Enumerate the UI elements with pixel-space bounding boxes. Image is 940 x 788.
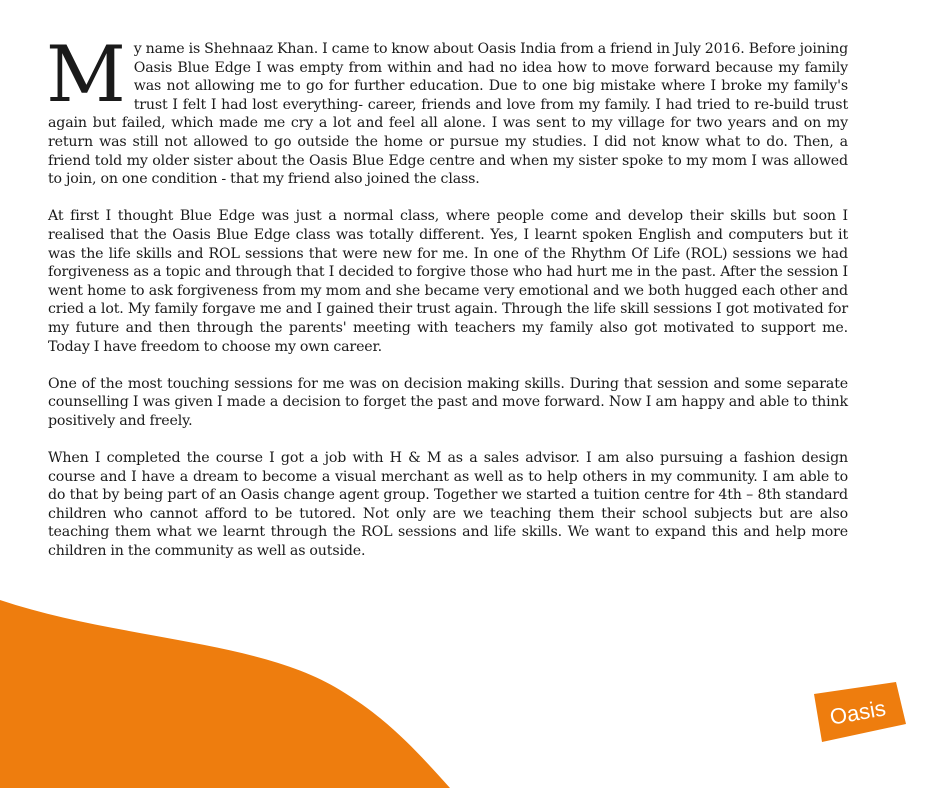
drop-cap-letter: M — [46, 30, 126, 120]
oasis-logo-badge — [800, 680, 910, 746]
story-text — [46, 30, 848, 579]
story-paragraph-3: One of the most touching sessions for me was on decision making skills. During that session and some separate counselling I was given I made a decision to forget the past and move forward. Now I am happy and able to think positively and freely. — [48, 375, 848, 429]
story-paragraph-4: When I completed the course I got a job with H & M as a sales advisor. I am also pursuing a fashion design course and I have a dream to become a visual merchant as well as to help others in my community. I am able to do that by being part of an Oasis change agent group. Together we started a tuition centre for 4th – 8th standard children who cannot afford to be tutored. Not only are we teaching them their school subjects but are also teaching them what we learnt through the ROL sessions and life skills. We want to expand this and help more children in the community as well as outside. — [48, 450, 848, 560]
oasis-logo-text: Oasis — [827, 695, 888, 730]
story-paragraph-2: At first I thought Blue Edge was just a normal class, where people come and develop their skills but soon I realised that the Oasis Blue Edge class was totally different. Yes, I learnt spoken English and computers but it was the life skills and ROL sessions that were new for me. In one of the Rhythm Of Life (ROL) sessions we had forgiveness as a topic and through that I decided to forgive those who had hurt me in the past. After the session I went home to ask forgiveness from my mom and she became very emotional and we both hugged each other and cried a lot. My family forgave me and I gained their trust again. Through the life skill sessions I got motivated for my future and then through the parents' meeting with teachers my family also got motivated to support me. Today I have freedom to choose my own career. — [48, 208, 848, 355]
story-paragraph-1 — [46, 30, 848, 189]
oasis-logo — [800, 680, 910, 746]
story-paragraph-1-text: y name is Shehnaaz Khan. I came to know about Oasis India from a friend in July 2016. Before joining Oasis Blue Edge I was empty from within and had no idea how to move forward because my family was not allowing me to go for further education. Due to one big mistake where I broke my family's trust I felt I had lost everything- career, friends and love from my family. I had tried to re-build trust again but failed, which made me cry a lot and feel all alone. I was sent to my village for two years and on my return was still not allowed to go outside the home or pursue my studies. I did not know what to do. Then, a friend told my older sister about the Oasis Blue Edge centre and when my sister spoke to my mom I was allowed to join, on one condition - that my friend also joined the class. — [48, 41, 848, 188]
